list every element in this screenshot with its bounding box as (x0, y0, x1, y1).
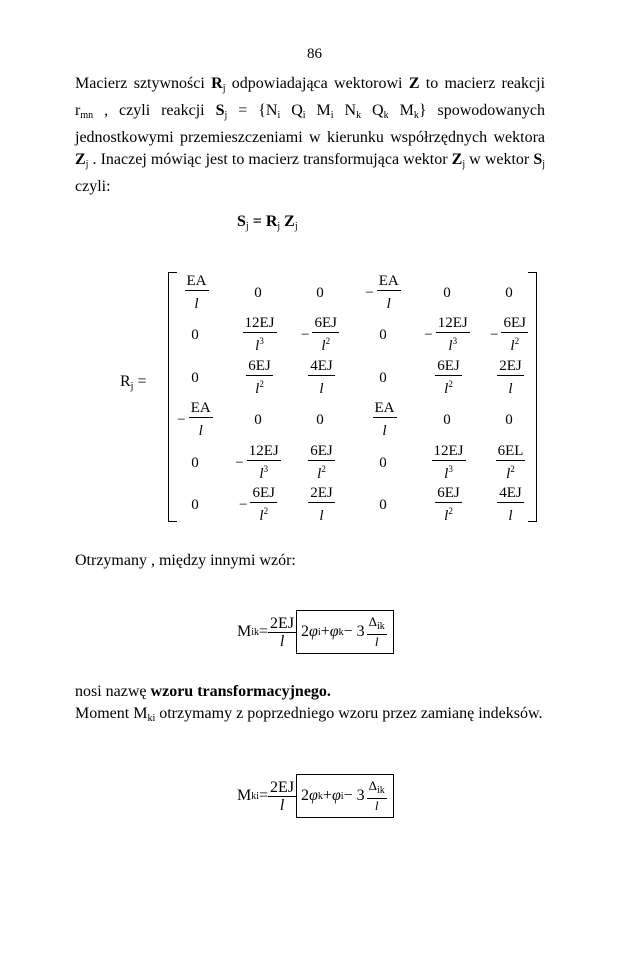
matrix-cell: 0 (443, 284, 451, 301)
matrix-cell: − $\frac{12EJ}{l^3}$ (424, 315, 468, 354)
matrix-fraction: $\frac{EA}{l}$ (378, 273, 399, 312)
matrix-fraction: $\frac{12EJ}{l^3}$ (433, 443, 464, 482)
matrix-fraction: $\frac{12EJ}{l^3}$ (248, 443, 279, 482)
matrix-fraction: $\frac{2EJ}{l}$ (499, 358, 522, 397)
matrix-cell: 0 (379, 454, 387, 471)
matrix-fraction: $\frac{6EJ}{l^2}$ (252, 485, 275, 524)
transformation-formula-mki: M ki = $\frac{2EJ}{l}$ 2 φ k + φ i − 3 $\frac{\Delta_{ik}}{l}$ (237, 774, 394, 818)
matrix-cell: 0 (254, 411, 262, 428)
matrix-fraction: $\frac{EA}{l}$ (374, 400, 395, 439)
delta-fraction: $\frac{\Delta_{ik}}{l}$ (368, 614, 385, 649)
matrix-fraction: $\frac{4EJ}{l}$ (310, 358, 333, 397)
equation-s-r-z: $S_j = R_j$ $Z_j$ (237, 213, 298, 232)
coefficient-fraction: $\frac{2EJ}{l}$ (270, 778, 295, 814)
matrix-fraction: $\frac{12EJ}{l^3}$ (437, 315, 468, 354)
matrix-fraction: $\frac{6EJ}{l^2}$ (310, 443, 333, 482)
matrix-cell: − $\frac{EA}{l}$ (365, 273, 399, 312)
matrix-fraction: $\frac{6EJ}{l^2}$ (314, 315, 337, 354)
matrix-cell: 0 (505, 411, 513, 428)
intro-paragraph: Macierz sztywności $R_j$ odpowiadająca wektorowi Z to macierz reakcji $r_{mn}$ , czyli reakcji $S_j = \{N_i$ $Q_i$ $M_i$ $N_k$ $Q_k$ $M_k$} spowodowanych jednostkowymi przemieszczeniami w kierunku współrzędnych wektora $Z_j$ . Inaczej mówiąc jest to macierz transformująca wektor $Z_j$ w wektor $S_j$ czyli: (75, 75, 546, 195)
matrix-fraction: $\frac{6EJ}{l^2}$ (503, 315, 526, 354)
matrix-cell (484, 358, 534, 398)
matrix-fraction: $\frac{12EJ}{l^3}$ (244, 315, 275, 354)
matrix-cell: 0 (191, 454, 199, 471)
matrix-cell: 0 (316, 284, 324, 301)
matrix-cell: − $\frac{6EJ}{l^2}$ (239, 485, 275, 524)
formula-name-paragraph: nosi nazwę wzoru transformacyjnego. Moment $M_{ki}$ otrzymamy z poprzedniego wzoru przez zamianę indeksów. (75, 683, 543, 724)
matrix-cell (233, 358, 283, 398)
matrix-cell: 0 (379, 496, 387, 513)
matrix-cell: 0 (316, 411, 324, 428)
matrix-fraction: $\frac{6EJ}{l^2}$ (437, 485, 460, 524)
matrix-cell: 0 (191, 326, 199, 343)
matrix-cell (295, 358, 345, 398)
matrix-cell (358, 400, 408, 440)
matrix-cell: − $\frac{EA}{l}$ (177, 400, 211, 439)
derived-formula-intro: Otrzymany , między innymi wzór: (75, 552, 296, 569)
matrix-cell (422, 443, 472, 483)
bracket-term: 2 φ i + φ k − 3 $\frac{\Delta_{ik}}{l}$ (296, 610, 387, 654)
matrix-cell (233, 315, 283, 355)
page-number: 86 (307, 46, 322, 62)
matrix-cell (484, 443, 534, 483)
matrix-cell: 0 (254, 284, 262, 301)
matrix-cell (484, 485, 534, 525)
matrix-fraction: $\frac{6EJ}{l^2}$ (437, 358, 460, 397)
matrix-cell: 0 (191, 496, 199, 513)
matrix-fraction: $\frac{EA}{l}$ (190, 400, 211, 439)
matrix-cell: − $\frac{6EJ}{l^2}$ (301, 315, 337, 354)
matrix-cell: 0 (379, 369, 387, 386)
matrix-label: $R_j$ = (120, 373, 147, 392)
coefficient-fraction: $\frac{2EJ}{l}$ (270, 614, 295, 650)
matrix-fraction: $\frac{2EJ}{l}$ (310, 485, 333, 524)
matrix-cell: − $\frac{6EJ}{l^2}$ (490, 315, 526, 354)
matrix-fraction: $\frac{6EL}{l^2}$ (497, 443, 524, 482)
matrix-cell (170, 273, 220, 313)
transformation-formula-mik: M ik = $\frac{2EJ}{l}$ 2 φ i + φ k − 3 $\frac{\Delta_{ik}}{l}$ (237, 610, 394, 654)
matrix-fraction: $\frac{6EJ}{l^2}$ (248, 358, 271, 397)
delta-fraction: $\frac{\Delta_{ik}}{l}$ (368, 778, 385, 813)
matrix-cell: 0 (379, 326, 387, 343)
matrix-cell (295, 485, 345, 525)
matrix-cell (422, 485, 472, 525)
matrix-fraction: $\frac{4EJ}{l}$ (499, 485, 522, 524)
matrix-cell: 0 (505, 284, 513, 301)
matrix-cell: 0 (191, 369, 199, 386)
matrix-cell: 0 (443, 411, 451, 428)
matrix-cell (422, 358, 472, 398)
matrix-cell: − $\frac{12EJ}{l^3}$ (235, 443, 279, 482)
matrix-fraction: $\frac{EA}{l}$ (186, 273, 207, 312)
bracket-term: 2 φ k + φ i − 3 $\frac{\Delta_{ik}}{l}$ (296, 774, 387, 818)
matrix-cell (295, 443, 345, 483)
